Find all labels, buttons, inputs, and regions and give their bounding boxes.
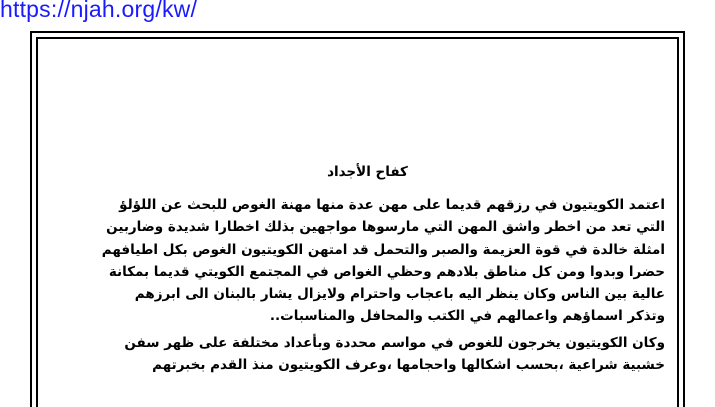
source-url[interactable]: https://njah.org/kw/ (0, 0, 198, 22)
paragraph-line: اعتمد الكويتيون في رزقهم قديما على مهن عدة منها مهنة الغوص للبحث عن اللؤلؤ (119, 197, 665, 213)
paragraph-line: وتذكر اسماؤهم واعمالهم في الكتب والمحافل والمناسبات.. (269, 308, 665, 325)
document-body (70, 160, 665, 376)
paragraph-line: حضرا وبدوا ومن كل مناطق بلادهم وحظي الغواص في المجتمع الكويتي قديما بمكانة (108, 263, 665, 280)
paragraph-line: وكان الكويتيون يخرجون للغوص في مواسم محددة وبأعداد مختلفة على ظهر سفن (124, 334, 665, 351)
paragraph-line: عالية بين الناس وكان ينظر اليه باعجاب واحترام ولايزال يشار بالبنان الى ابرزهم (134, 286, 665, 303)
paragraph-2 (70, 332, 665, 377)
paragraph-1 (70, 194, 665, 328)
paragraph-line: التي تعد من اخطر واشق المهن التي مارسوها مواجهين بذلك اخطارا شديدة وضاربين (106, 219, 665, 236)
paragraph-line: امثلة خالدة في قوة العزيمة والصبر والتحمل قد امتهن الكويتيون الغوص بكل اطيافهم (101, 241, 665, 258)
paragraph-line: خشبية شراعية ،بحسب اشكالها واحجامها ،وعرف الكويتيون منذ القدم بخبرتهم (152, 357, 665, 374)
document-title: كفاح الأجداد (327, 164, 408, 180)
